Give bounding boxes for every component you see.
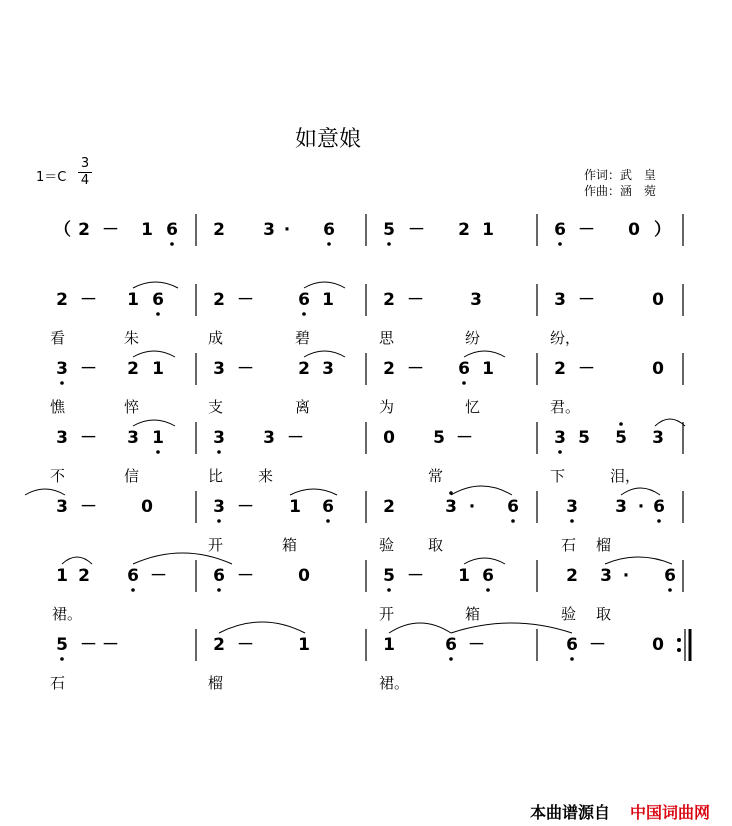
note: 0	[652, 290, 664, 310]
note: 6	[664, 566, 676, 586]
slur	[464, 558, 505, 564]
note: －	[102, 635, 119, 655]
lyric-char: 榴	[596, 536, 612, 554]
lyric-char: 石	[561, 536, 577, 554]
note: 0	[652, 635, 664, 655]
note: －	[589, 635, 606, 655]
lyric-char: 常	[428, 467, 444, 485]
note: －	[237, 359, 254, 379]
octave-dot	[327, 242, 331, 246]
lyric-char: 泪，	[610, 467, 641, 485]
octave-dot	[156, 450, 160, 454]
octave-dot	[387, 588, 391, 592]
note: 6	[152, 290, 164, 310]
note: 6	[458, 359, 470, 379]
note: －	[407, 290, 424, 310]
lyric-char: 箱	[465, 605, 481, 623]
slur	[62, 557, 92, 564]
note: 6	[127, 566, 139, 586]
octave-dot	[511, 519, 515, 523]
lyric-char: 思	[379, 329, 395, 347]
slur	[219, 622, 305, 633]
note: 6	[166, 220, 178, 240]
lyric-char: 下	[550, 467, 566, 485]
lyric-char: 成	[208, 329, 224, 347]
octave-dot	[449, 657, 453, 661]
note: 1	[152, 428, 164, 448]
octave-dot	[558, 450, 562, 454]
slur	[389, 623, 451, 633]
note: 2	[554, 359, 566, 379]
note: 5	[615, 428, 627, 448]
octave-dot	[217, 450, 221, 454]
note: －	[408, 220, 425, 240]
note: －	[80, 359, 97, 379]
note: 1	[458, 566, 470, 586]
note: 5	[383, 220, 395, 240]
note: 2	[78, 566, 90, 586]
note: 3	[213, 497, 225, 517]
note: 2	[213, 220, 225, 240]
note: 2	[566, 566, 578, 586]
lyric-char: 憔	[50, 398, 66, 416]
note: 3	[56, 497, 68, 517]
slur	[655, 419, 685, 426]
note: 1	[56, 566, 68, 586]
octave-dot	[156, 312, 160, 316]
note: 3	[213, 359, 225, 379]
note: 0	[383, 428, 395, 448]
octave-dot	[326, 519, 330, 523]
slur	[304, 282, 345, 288]
note: －	[407, 359, 424, 379]
note: －	[80, 428, 97, 448]
note: －	[578, 220, 595, 240]
note: 6	[322, 497, 334, 517]
lyric-char: 悴	[124, 398, 140, 416]
note: 1	[322, 290, 334, 310]
note: 0	[141, 497, 153, 517]
note: －	[80, 497, 97, 517]
lyric-char: 取	[596, 605, 612, 623]
note: 5	[433, 428, 445, 448]
octave-dot	[619, 422, 623, 426]
note: （	[54, 220, 71, 240]
octave-dot	[217, 588, 221, 592]
slur	[605, 557, 672, 564]
slur	[133, 282, 178, 288]
time-signature-top: 3	[80, 156, 90, 171]
note: 2	[127, 359, 139, 379]
lyric-char: 不	[50, 467, 66, 485]
note: ）	[654, 220, 671, 240]
note: 2	[213, 290, 225, 310]
note: 3	[600, 566, 612, 586]
lyric-char: 来	[258, 467, 274, 485]
lyric-char: 支	[208, 398, 224, 416]
note: 0	[652, 359, 664, 379]
lyric-char: 取	[428, 536, 444, 554]
note: 6	[213, 566, 225, 586]
lyric-char: 开	[208, 536, 224, 554]
note: 2	[56, 290, 68, 310]
repeat-dot	[677, 648, 681, 652]
lyric-char: 验	[379, 536, 395, 554]
slur	[25, 489, 65, 495]
octave-dot	[570, 657, 574, 661]
note: －	[102, 220, 119, 240]
note: 6	[554, 220, 566, 240]
slur	[451, 486, 512, 495]
octave-dot	[131, 588, 135, 592]
note: 2	[78, 220, 90, 240]
note: －	[578, 290, 595, 310]
note: 3	[213, 428, 225, 448]
lyric-char: 碧	[295, 329, 311, 347]
note: －	[468, 635, 485, 655]
octave-dot	[302, 312, 306, 316]
note: －	[80, 290, 97, 310]
time-signature-bottom: 4	[80, 173, 90, 188]
octave-dot	[462, 381, 466, 385]
note: －	[578, 359, 595, 379]
octave-dot	[486, 588, 490, 592]
note: 3	[445, 497, 457, 517]
note: 3	[322, 359, 334, 379]
note: 0	[628, 220, 640, 240]
octave-dot	[170, 242, 174, 246]
note: －	[456, 428, 473, 448]
note: 1	[298, 635, 310, 655]
lyric-char: 榴	[208, 674, 224, 692]
octave-dot	[217, 519, 221, 523]
note: －	[237, 566, 254, 586]
slur	[304, 351, 345, 357]
note: －	[237, 497, 254, 517]
note: 1	[482, 359, 494, 379]
note: 2	[298, 359, 310, 379]
note: 2	[383, 497, 395, 517]
lyric-char: 纷	[465, 329, 481, 347]
slur	[133, 351, 175, 357]
note: 1	[482, 220, 494, 240]
slur	[621, 488, 660, 495]
lyric-char: 君。	[550, 398, 581, 416]
note: 1	[383, 635, 395, 655]
song-title: 如意娘	[295, 127, 362, 152]
note: －	[150, 566, 167, 586]
key-signature: 1＝C	[36, 170, 67, 185]
note: 1	[127, 290, 139, 310]
lyric-char: 石	[50, 674, 66, 692]
slur	[133, 420, 175, 426]
note: 1	[152, 359, 164, 379]
lyricist-credit: 作词：武 皇	[584, 168, 657, 182]
octave-dot	[60, 657, 64, 661]
repeat-dot	[677, 638, 681, 642]
note: 6	[298, 290, 310, 310]
octave-dot	[387, 242, 391, 246]
note: 3	[615, 497, 627, 517]
note: 3	[652, 428, 664, 448]
octave-dot	[60, 381, 64, 385]
note: 5	[56, 635, 68, 655]
note: 5	[383, 566, 395, 586]
lyric-char: 验	[561, 605, 577, 623]
lyric-char: 裙。	[379, 674, 410, 692]
composer-credit: 作曲：涵 菀	[584, 184, 657, 198]
note: 1	[289, 497, 301, 517]
note: －	[407, 566, 424, 586]
slur	[451, 623, 572, 633]
note: 3	[554, 290, 566, 310]
note: 6	[507, 497, 519, 517]
lyric-char: 箱	[282, 536, 298, 554]
note: －	[287, 428, 304, 448]
slur	[464, 351, 505, 357]
octave-dot	[558, 242, 562, 246]
source-site: 中国词曲网	[630, 803, 711, 822]
note: －	[237, 290, 254, 310]
lyric-char: 裙。	[52, 605, 83, 623]
note: 0	[298, 566, 310, 586]
lyric-char: 离	[295, 398, 311, 416]
lyric-char: 纷，	[550, 329, 581, 347]
note: 6	[445, 635, 457, 655]
note: ·	[622, 566, 630, 586]
slur	[290, 489, 337, 495]
lyric-char: 开	[379, 605, 395, 623]
note: 3	[566, 497, 578, 517]
note: ·	[637, 497, 645, 517]
lyric-char: 信	[124, 467, 140, 485]
lyric-char: 比	[208, 467, 224, 485]
note: 3	[127, 428, 139, 448]
octave-dot	[657, 519, 661, 523]
note: －	[237, 635, 254, 655]
note: ·	[283, 220, 291, 240]
note: 3	[554, 428, 566, 448]
note: 2	[383, 290, 395, 310]
lyric-char: 朱	[124, 329, 140, 347]
note: 3	[56, 359, 68, 379]
note: 3	[263, 428, 275, 448]
note: 1	[141, 220, 153, 240]
source-label: 本曲谱源自	[530, 803, 611, 822]
note: 2	[213, 635, 225, 655]
lyric-char: 看	[50, 329, 66, 347]
note: 3	[56, 428, 68, 448]
octave-dot	[570, 519, 574, 523]
note: 6	[566, 635, 578, 655]
note: 6	[653, 497, 665, 517]
note: －	[80, 635, 97, 655]
note: 6	[323, 220, 335, 240]
note: 2	[458, 220, 470, 240]
note: ·	[468, 497, 476, 517]
note: 6	[482, 566, 494, 586]
octave-dot	[668, 588, 672, 592]
note: 3	[263, 220, 275, 240]
note: 5	[578, 428, 590, 448]
lyric-char: 为	[379, 398, 395, 416]
lyric-char: 忆	[465, 398, 481, 416]
note: 3	[470, 290, 482, 310]
note: 2	[383, 359, 395, 379]
